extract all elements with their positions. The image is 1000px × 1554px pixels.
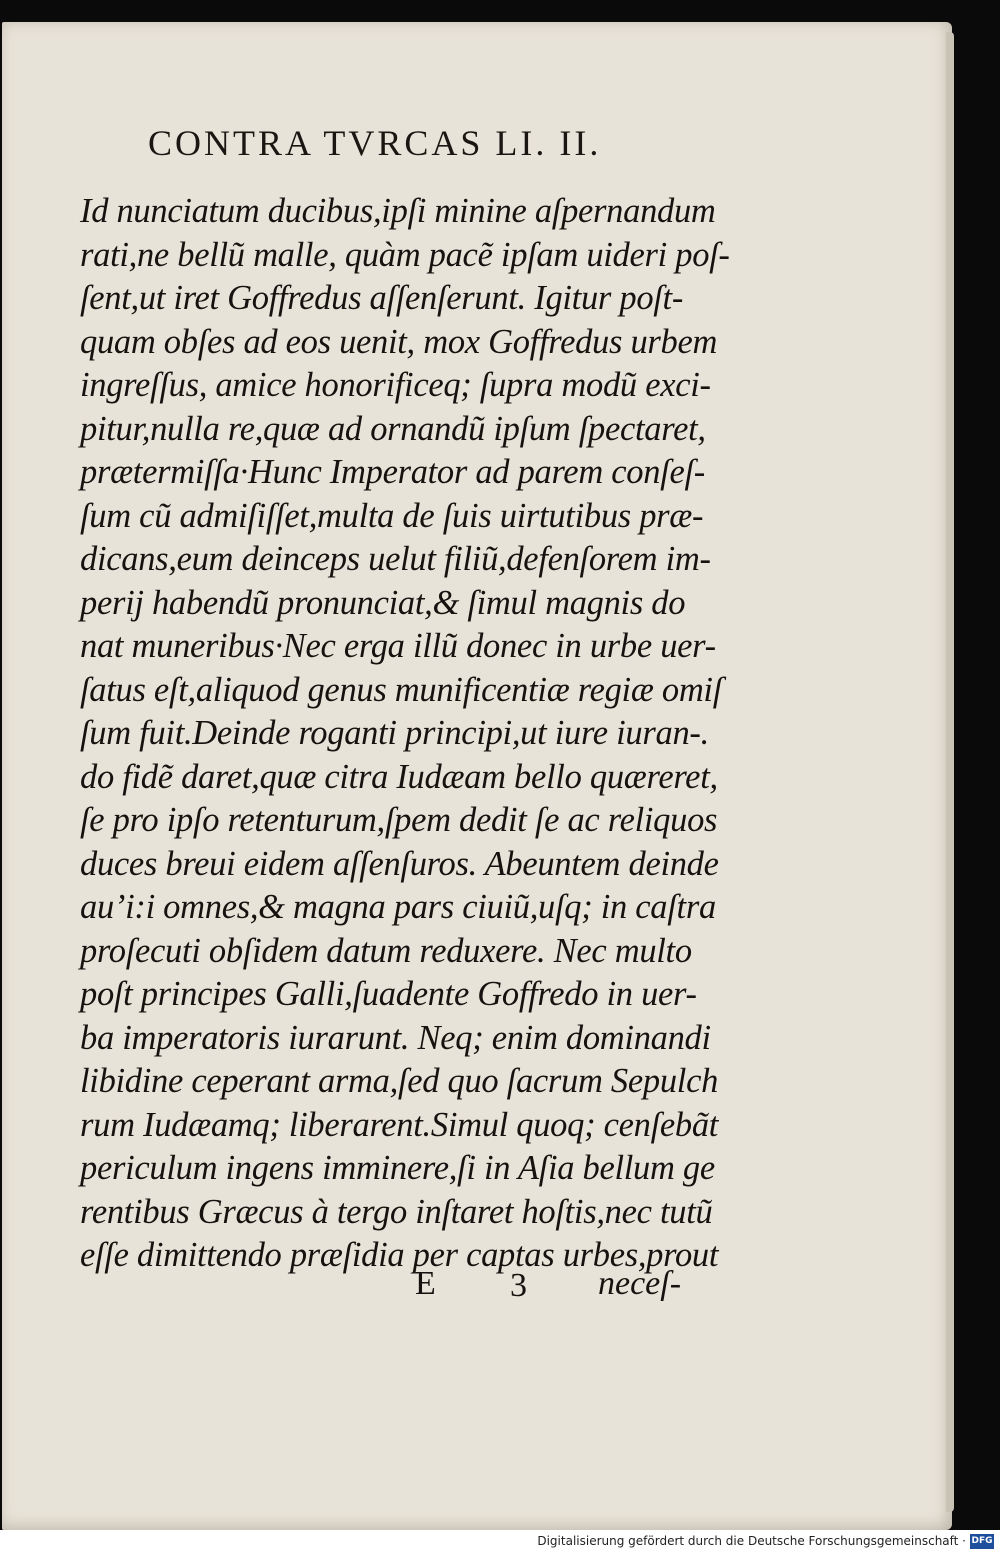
signature-mark: E: [415, 1265, 436, 1302]
text-line: rum Iudæamq; liberarent.Simul quoq; cenſebãt: [80, 1105, 719, 1144]
text-line: Id nunciatum ducibus,ipſi minine aſpernandum: [80, 192, 716, 230]
signature-line: [405, 1265, 705, 1309]
footer-bar: [0, 1530, 1000, 1554]
text-line: do fidẽ daret,quæ citra Iudæam bello quæreret,: [80, 757, 718, 796]
text-line: ſum fuit.Deinde roganti principi,ut iure iuran-.: [80, 714, 709, 752]
text-line: ſent,ut iret Goffredus aſſenſerunt. Igitur poſt-: [80, 279, 684, 317]
text-line: periculum ingens imminere,ſi in Aſia bellum ge: [80, 1149, 715, 1187]
catchword: neceſ-: [598, 1265, 682, 1302]
text-line: eſſe dimittendo præſidia per captas urbes,prout: [80, 1236, 719, 1274]
text-line: rati,ne bellũ malle, quàm pacẽ ipſam uideri poſ-: [80, 235, 730, 274]
dfg-logo: DFG: [970, 1534, 994, 1549]
text-line: perij habendũ pronunciat,& ſimul magnis do: [80, 583, 686, 622]
text-line: ba imperatoris iurarunt. Neq; enim dominandi: [80, 1018, 711, 1057]
text-line: ingreſſus, amice honorificeq; ſupra modũ exci-: [80, 366, 711, 404]
text-line: ſum cũ admiſiſſet,multa de ſuis uirtutibus præ-: [80, 496, 704, 535]
text-line: au’i:i omnes,& magna pars ciuiũ,uſq; in caſtra: [80, 888, 716, 926]
text-line: duces breui eidem aſſenſuros. Abeuntem deinde: [80, 844, 719, 883]
text-line: dicans,eum deinceps uelut filiũ,defenſorem im-: [80, 540, 711, 578]
text-line: proſecuti obſidem datum reduxere. Nec multo: [80, 931, 692, 970]
text-line: pitur,nulla re,quæ ad ornandũ ipſum ſpectaret,: [80, 409, 706, 448]
text-line: quam obſes ad eos uenit, mox Goffredus urbem: [80, 322, 718, 361]
body-text: [80, 190, 730, 1278]
text-line: rentibus Græcus à tergo inſtaret hoſtis,nec tutũ: [80, 1192, 713, 1231]
text-line: poſt principes Galli,ſuadente Goffredo in uer-: [80, 975, 697, 1013]
page-edge: [946, 32, 954, 1512]
text-line: nat muneribus·Nec erga illũ donec in urbe uer-: [80, 627, 716, 665]
text-line: ſe pro ipſo retenturum,ſpem dedit ſe ac reliquos: [80, 801, 718, 839]
text-line: libidine ceperant arma,ſed quo ſacrum Sepulch: [80, 1062, 719, 1100]
running-head: CONTRA TVRCAS LI. II.: [148, 123, 602, 163]
signature-number: 3: [510, 1267, 527, 1304]
text-line: ſatus eſt,aliquod genus munificentiæ regiæ omiſ: [80, 670, 723, 709]
text-line: prætermiſſa·Hunc Imperator ad parem conſeſ-: [80, 453, 705, 491]
footer-credit: Digitalisierung gefördert durch die Deutsche Forschungsgemeinschaft ·: [537, 1534, 966, 1548]
